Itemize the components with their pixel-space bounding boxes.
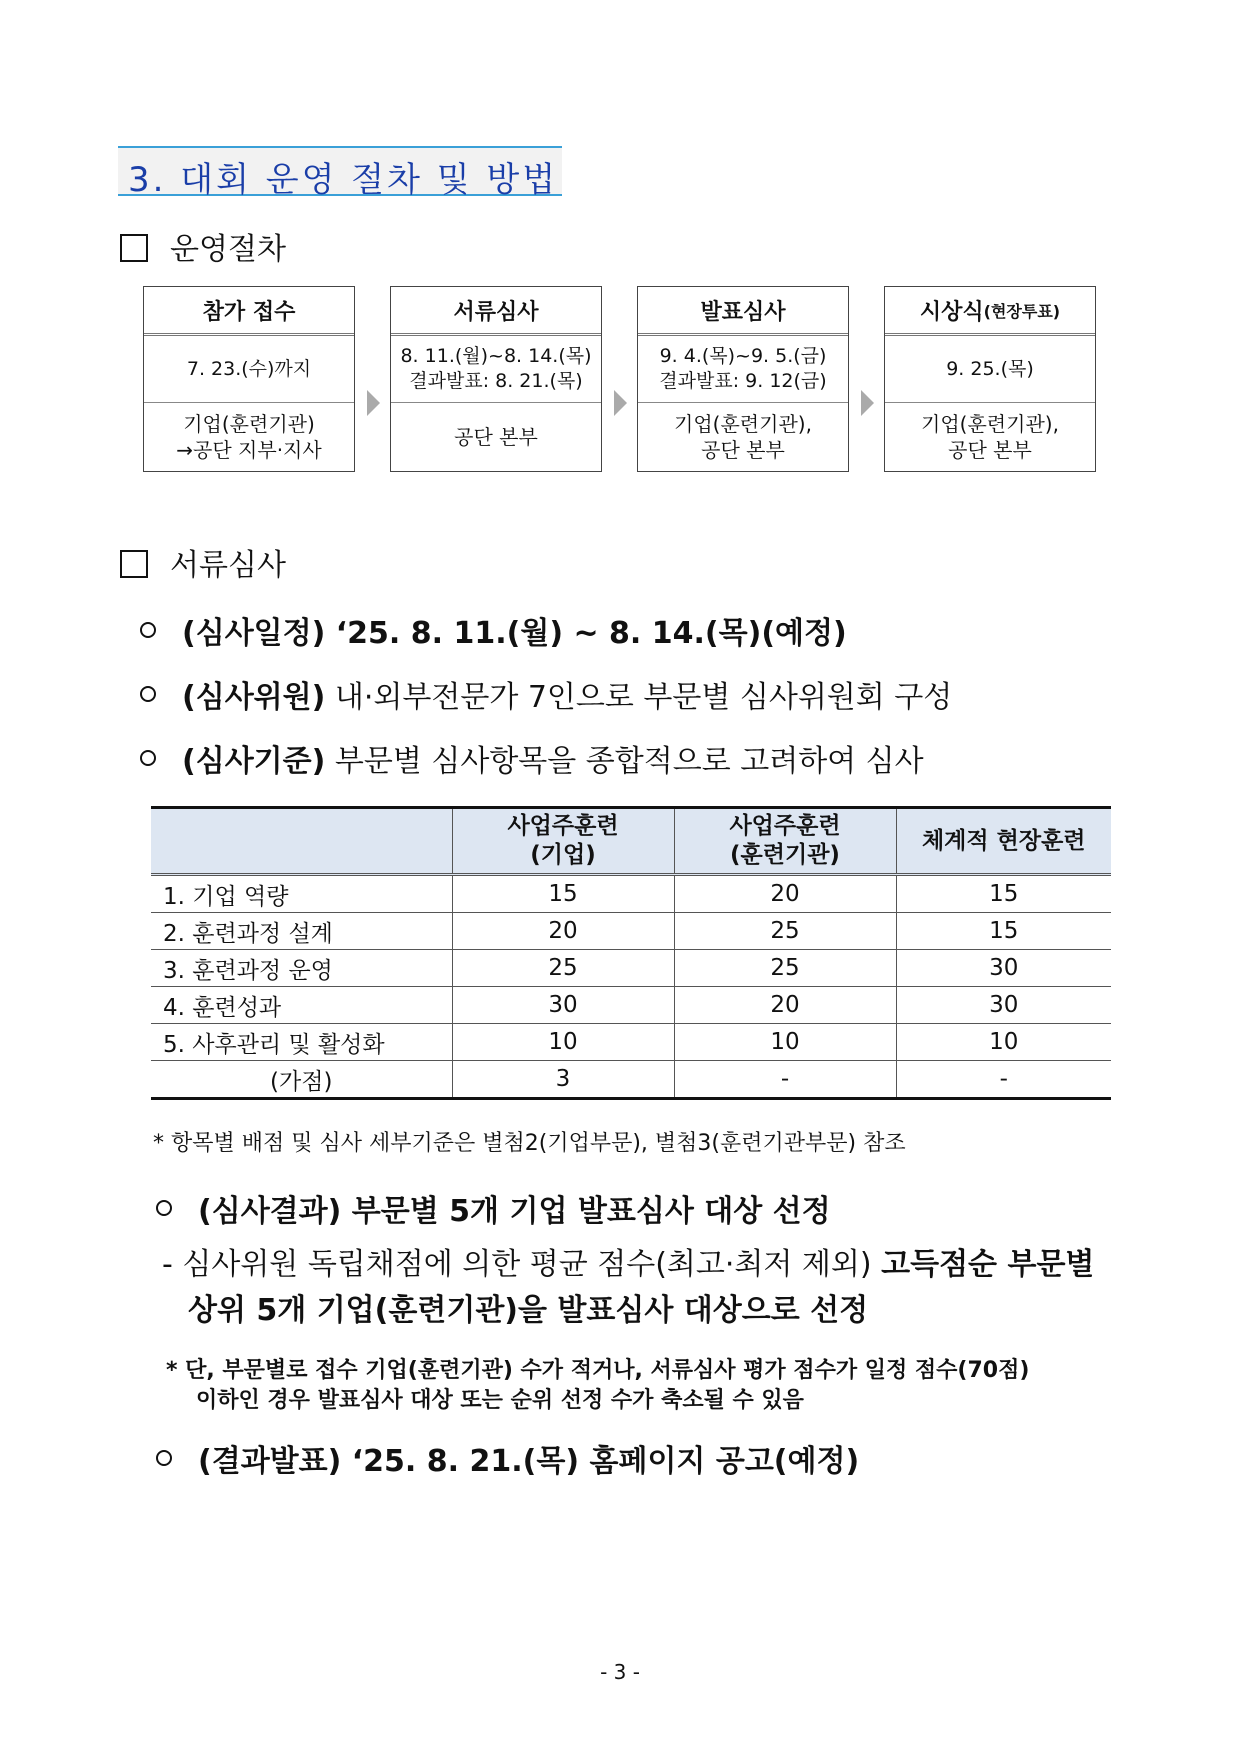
flow-step-org-line: 공단 본부 [701, 438, 785, 462]
review-heading-text: 서류심사 [170, 548, 286, 583]
table-cell: 3 [452, 1061, 674, 1099]
bullet-label: (심사일정) [182, 616, 326, 651]
flow-step-title [885, 287, 1095, 336]
bullet-schedule [140, 608, 847, 652]
table-row [151, 950, 1111, 987]
result-detail-line-1 [162, 1242, 1094, 1288]
table-cell: 3. 훈련과정 운영 [151, 950, 452, 987]
table-cell: 10 [896, 1024, 1111, 1061]
flow-step-org-line: →공단 지부·지사 [176, 438, 322, 462]
table-cell: - [674, 1061, 896, 1099]
caveat-line-2: 이하인 경우 발표심사 대상 또는 순위 선정 수가 축소될 수 있음 [196, 1388, 804, 1413]
flow-step-4 [884, 286, 1096, 472]
table-cell: 25 [674, 913, 896, 950]
flow-step-1 [143, 286, 355, 472]
flow-step-org [885, 403, 1095, 471]
flow-step-date-line: 결과발표: 8. 21.(목) [409, 370, 583, 392]
table-cell: 15 [896, 913, 1111, 950]
circle-bullet-icon [156, 1200, 172, 1216]
table-note: * 항목별 배점 및 심사 세부기준은 별첨2(기업부문), 별첨3(훈련기관부문) 참조 [153, 1131, 906, 1156]
bullet-label: (심사기준) [182, 744, 326, 779]
circle-bullet-icon [156, 1450, 172, 1466]
procedure-heading-text: 운영절차 [170, 232, 286, 267]
bullet-announce [156, 1436, 859, 1480]
flow-step-date-line: 9. 4.(목)~9. 5.(금) [659, 345, 827, 367]
bullet-text: ‘25. 8. 11.(월) ~ 8. 14.(목)(예정) [325, 616, 847, 651]
flow-step-2 [390, 286, 602, 472]
flow-step-org-line: 기업(훈련기관), [674, 412, 812, 436]
bullet-text: 부문별 심사항목을 종합적으로 고려하여 심사 [325, 744, 924, 779]
flow-step-org-line: 공단 본부 [454, 425, 538, 449]
table-header-cell: 체계적 현장훈련 [896, 808, 1111, 875]
flow-step-date [144, 336, 354, 403]
flow-step-org [638, 403, 848, 471]
flow-step-title-text: 발표심사 [700, 299, 786, 325]
flow-step-title [638, 287, 848, 336]
arrow-right-icon [614, 390, 627, 416]
bullet-text: 부문별 5개 기업 발표심사 대상 선정 [341, 1194, 831, 1229]
circle-bullet-icon [140, 622, 156, 638]
score-table [151, 806, 1111, 1100]
table-cell: 20 [452, 913, 674, 950]
table-header-cell: 사업주훈련 (기업) [452, 808, 674, 875]
review-heading [120, 540, 286, 584]
table-cell: 30 [896, 950, 1111, 987]
flow-step-date-line: 7. 23.(수)까지 [186, 357, 312, 380]
checkbox-square-icon [120, 234, 148, 262]
table-cell: - [896, 1061, 1111, 1099]
bullet-criteria [140, 736, 924, 780]
procedure-heading [120, 224, 286, 268]
table-cell: 15 [896, 875, 1111, 913]
table-header-row [151, 808, 1111, 875]
table-cell: 15 [452, 875, 674, 913]
flow-step-title-sub: (현장투표) [983, 301, 1061, 321]
flow-step-title-text: 서류심사 [453, 299, 539, 325]
bullet-result [156, 1186, 831, 1230]
flow-step-title [144, 287, 354, 336]
flow-step-org [391, 403, 601, 471]
flow-step-date-line: 8. 11.(월)~8. 14.(목) [400, 345, 592, 367]
flow-step-title-text: 시상식 [919, 299, 984, 325]
bullet-label: (심사위원) [182, 680, 326, 715]
table-cell: 2. 훈련과정 설계 [151, 913, 452, 950]
bullet-text: 내·외부전문가 7인으로 부문별 심사위원회 구성 [325, 680, 953, 715]
table-row [151, 875, 1111, 913]
result-detail-line-2: 상위 5개 기업(훈련기관)을 발표심사 대상으로 선정 [188, 1293, 869, 1328]
table-header-cell [151, 808, 452, 875]
table-cell: 25 [452, 950, 674, 987]
table-row [151, 913, 1111, 950]
table-cell: 1. 기업 역량 [151, 875, 452, 913]
section-title: 3. 대회 운영 절차 및 방법 [128, 160, 559, 200]
flow-step-org-line: 공단 본부 [948, 438, 1032, 462]
flow-step-title [391, 287, 601, 336]
table-row [151, 1024, 1111, 1061]
flow-step-org-line: 기업(훈련기관), [921, 412, 1059, 436]
table-cell: 20 [674, 987, 896, 1024]
flow-step-org-line: 기업(훈련기관) [183, 412, 315, 436]
table-row [151, 987, 1111, 1024]
result-detail-text: - 심사위원 독립채점에 의한 평균 점수(최고·최저 제외) [162, 1247, 882, 1282]
caveat-line-1: * 단, 부문별로 접수 기업(훈련기관) 수가 적거나, 서류심사 평가 점수가 일정 점수(70점) [166, 1358, 1030, 1383]
bullet-label: (심사결과) [198, 1194, 342, 1229]
bullet-label: (결과발표) [198, 1444, 342, 1479]
section-title-bar [118, 146, 562, 200]
flow-step-date [638, 336, 848, 403]
table-cell: 20 [674, 875, 896, 913]
bullet-text: ‘25. 8. 21.(목) 홈페이지 공고(예정) [341, 1444, 860, 1479]
circle-bullet-icon [140, 686, 156, 702]
table-cell: 5. 사후관리 및 활성화 [151, 1024, 452, 1061]
table-cell: (가점) [151, 1061, 452, 1099]
circle-bullet-icon [140, 750, 156, 766]
flow-step-date-line: 9. 25.(목) [946, 357, 1034, 380]
table-cell: 10 [452, 1024, 674, 1061]
flow-step-3 [637, 286, 849, 472]
result-detail-bold: 고득점순 부문별 [881, 1247, 1095, 1282]
bullet-reviewers [140, 672, 952, 716]
arrow-right-icon [861, 390, 874, 416]
table-cell: 30 [452, 987, 674, 1024]
table-row [151, 1061, 1111, 1099]
flow-step-title-text: 참가 접수 [202, 299, 296, 325]
flow-step-org [144, 403, 354, 471]
page-number: - 3 - [600, 1660, 640, 1684]
flow-step-date [391, 336, 601, 403]
flow-step-date [885, 336, 1095, 403]
table-cell: 25 [674, 950, 896, 987]
table-cell: 4. 훈련성과 [151, 987, 452, 1024]
checkbox-square-icon [120, 550, 148, 578]
arrow-right-icon [367, 390, 380, 416]
table-cell: 10 [674, 1024, 896, 1061]
table-cell: 30 [896, 987, 1111, 1024]
flow-step-date-line: 결과발표: 9. 12(금) [659, 370, 827, 392]
table-header-cell: 사업주훈련 (훈련기관) [674, 808, 896, 875]
